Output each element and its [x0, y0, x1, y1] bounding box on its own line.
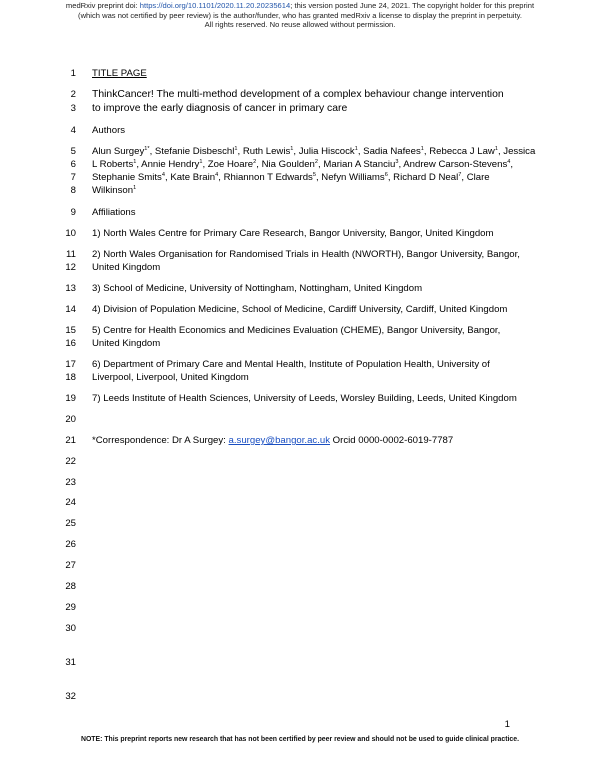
manuscript-line-27 [0, 559, 600, 572]
banner-line-2: (which was not certified by peer review) is the author/funder, who has granted medRxiv a license to display the preprint in perpetuity. [78, 10, 522, 20]
paper-title-line-1: ThinkCancer! The multi-method development of a complex behaviour change intervention [92, 89, 504, 100]
line-number: 3 [70, 103, 76, 114]
manuscript-line-31 [0, 656, 600, 669]
line-number: 12 [65, 262, 76, 273]
line-number: 4 [70, 125, 76, 136]
manuscript-line-22 [0, 455, 600, 468]
line-number: 13 [65, 283, 76, 294]
manuscript-line-32 [0, 690, 600, 703]
correspondence: *Correspondence: Dr A Surgey: a.surgey@bangor.ac.uk Orcid 0000-0002-6019-7787 [92, 435, 454, 446]
manuscript-line-21 [0, 434, 600, 447]
line-number: 30 [65, 623, 76, 634]
affiliation-3: 3) School of Medicine, University of Nottingham, Nottingham, United Kingdom [92, 283, 423, 294]
line-number: 21 [65, 435, 76, 446]
affiliation-7: 7) Leeds Institute of Health Sciences, University of Leeds, Worsley Building, Leeds, United Kingdom [92, 393, 517, 404]
manuscript-line-30 [0, 622, 600, 635]
line-number: 23 [65, 477, 76, 488]
banner-line-3: All rights reserved. No reuse allowed without permission. [204, 20, 396, 30]
manuscript-line-17 [0, 358, 600, 371]
affiliation-6-cont: Liverpool, Liverpool, United Kingdom [92, 372, 249, 383]
line-number: 24 [65, 497, 76, 508]
line-number: 29 [65, 602, 76, 613]
line-number: 10 [65, 228, 76, 239]
line-number: 6 [70, 159, 76, 170]
line-number: 5 [70, 146, 76, 157]
manuscript-line-26 [0, 538, 600, 551]
paper-title-line-2: to improve the early diagnosis of cancer in primary care [92, 103, 348, 114]
line-number: 15 [65, 325, 76, 336]
title-page-heading: TITLE PAGE [92, 68, 147, 79]
manuscript-line-10 [0, 227, 600, 240]
manuscript-line-13 [0, 282, 600, 295]
line-number: 25 [65, 518, 76, 529]
manuscript-line-1 [0, 67, 600, 80]
affiliation-2-cont: United Kingdom [92, 262, 161, 273]
affiliation-5-cont: United Kingdom [92, 338, 161, 349]
line-number: 18 [65, 372, 76, 383]
manuscript-line-11 [0, 248, 600, 261]
line-number: 20 [65, 414, 76, 425]
manuscript-line-16 [0, 337, 600, 350]
authors-heading: Authors [92, 125, 126, 136]
line-number: 27 [65, 560, 76, 571]
line-number: 28 [65, 581, 76, 592]
manuscript-line-15 [0, 324, 600, 337]
line-number: 14 [65, 304, 76, 315]
author-list-line-3: Stephanie Smits$^4$, Kate Brain$^4$, Rhiannon T Edwards$^5$, Nefyn Williams$^6$, Richard D Neal$^7$, Clare [92, 172, 490, 183]
line-number: 1 [70, 68, 76, 79]
preprint-banner [0, 1, 600, 30]
line-number: 7 [70, 172, 76, 183]
line-number: 19 [65, 393, 76, 404]
manuscript-line-5 [0, 145, 600, 158]
manuscript-line-4 [0, 124, 600, 137]
page-number: 1 [504, 719, 510, 730]
manuscript-line-19 [0, 392, 600, 405]
manuscript-line-20 [0, 413, 600, 426]
manuscript-line-12 [0, 261, 600, 274]
manuscript-line-6 [0, 158, 600, 171]
author-list-line-4: Wilkinson$^1$ [92, 185, 137, 196]
author-list-line-1: Alun Surgey$^{1*}$, Stefanie Disbeschl$^1$, Ruth Lewis$^1$, Julia Hiscock$^1$, Sadia Nafees$^1$, Rebecca J Law$^1$, Jessica [92, 146, 536, 157]
line-number: 9 [70, 207, 76, 218]
manuscript-line-25 [0, 517, 600, 530]
manuscript-line-9 [0, 206, 600, 219]
author-list-line-2: L Roberts$^1$, Annie Hendry$^1$, Zoe Hoare$^2$, Nia Goulden$^2$, Marian A Stanciu$^3$, Andrew Carson-Stevens$^4$, [92, 159, 514, 170]
preprint-footer-note: NOTE: This preprint reports new research that has not been certified by peer review and should not be used to guide clinical practice. [80, 736, 520, 743]
manuscript-line-28 [0, 580, 600, 593]
affiliations-heading: Affiliations [92, 207, 136, 218]
banner-line-1: medRxiv preprint doi: https://doi.org/10.1101/2020.11.20.20235614; this version posted June 24, 2021. The copyright holder for this preprint [65, 1, 535, 10]
line-number: 2 [70, 89, 76, 100]
manuscript-line-18 [0, 371, 600, 384]
line-number: 17 [65, 359, 76, 370]
affiliation-1: 1) North Wales Centre for Primary Care Research, Bangor University, Bangor, United Kingdom [92, 228, 494, 239]
affiliation-2: 2) North Wales Organisation for Randomised Trials in Health (NWORTH), Bangor University, Bangor, [92, 249, 520, 260]
line-number: 16 [65, 338, 76, 349]
manuscript-line-7 [0, 171, 600, 184]
manuscript-line-14 [0, 303, 600, 316]
manuscript-line-24 [0, 496, 600, 509]
line-number: 22 [65, 456, 76, 467]
line-number: 8 [70, 185, 76, 196]
line-number: 31 [65, 657, 76, 668]
line-number: 32 [65, 691, 76, 702]
manuscript-line-3 [0, 102, 600, 115]
correspondence-email-link[interactable]: a.surgey@bangor.ac.uk [228, 435, 331, 446]
manuscript-line-2 [0, 88, 600, 101]
affiliation-5: 5) Centre for Health Economics and Medicines Evaluation (CHEME), Bangor University, Bangor, [92, 325, 501, 336]
affiliation-6: 6) Department of Primary Care and Mental Health, Institute of Population Health, University of [92, 359, 490, 370]
manuscript-line-8 [0, 184, 600, 197]
affiliation-4: 4) Division of Population Medicine, School of Medicine, Cardiff University, Cardiff, United Kingdom [92, 304, 508, 315]
line-number: 26 [65, 539, 76, 550]
doi-link[interactable]: https://doi.org/10.1101/2020.11.20.20235614 [139, 1, 291, 10]
manuscript-line-23 [0, 476, 600, 489]
line-number: 11 [66, 249, 76, 260]
manuscript-line-29 [0, 601, 600, 614]
